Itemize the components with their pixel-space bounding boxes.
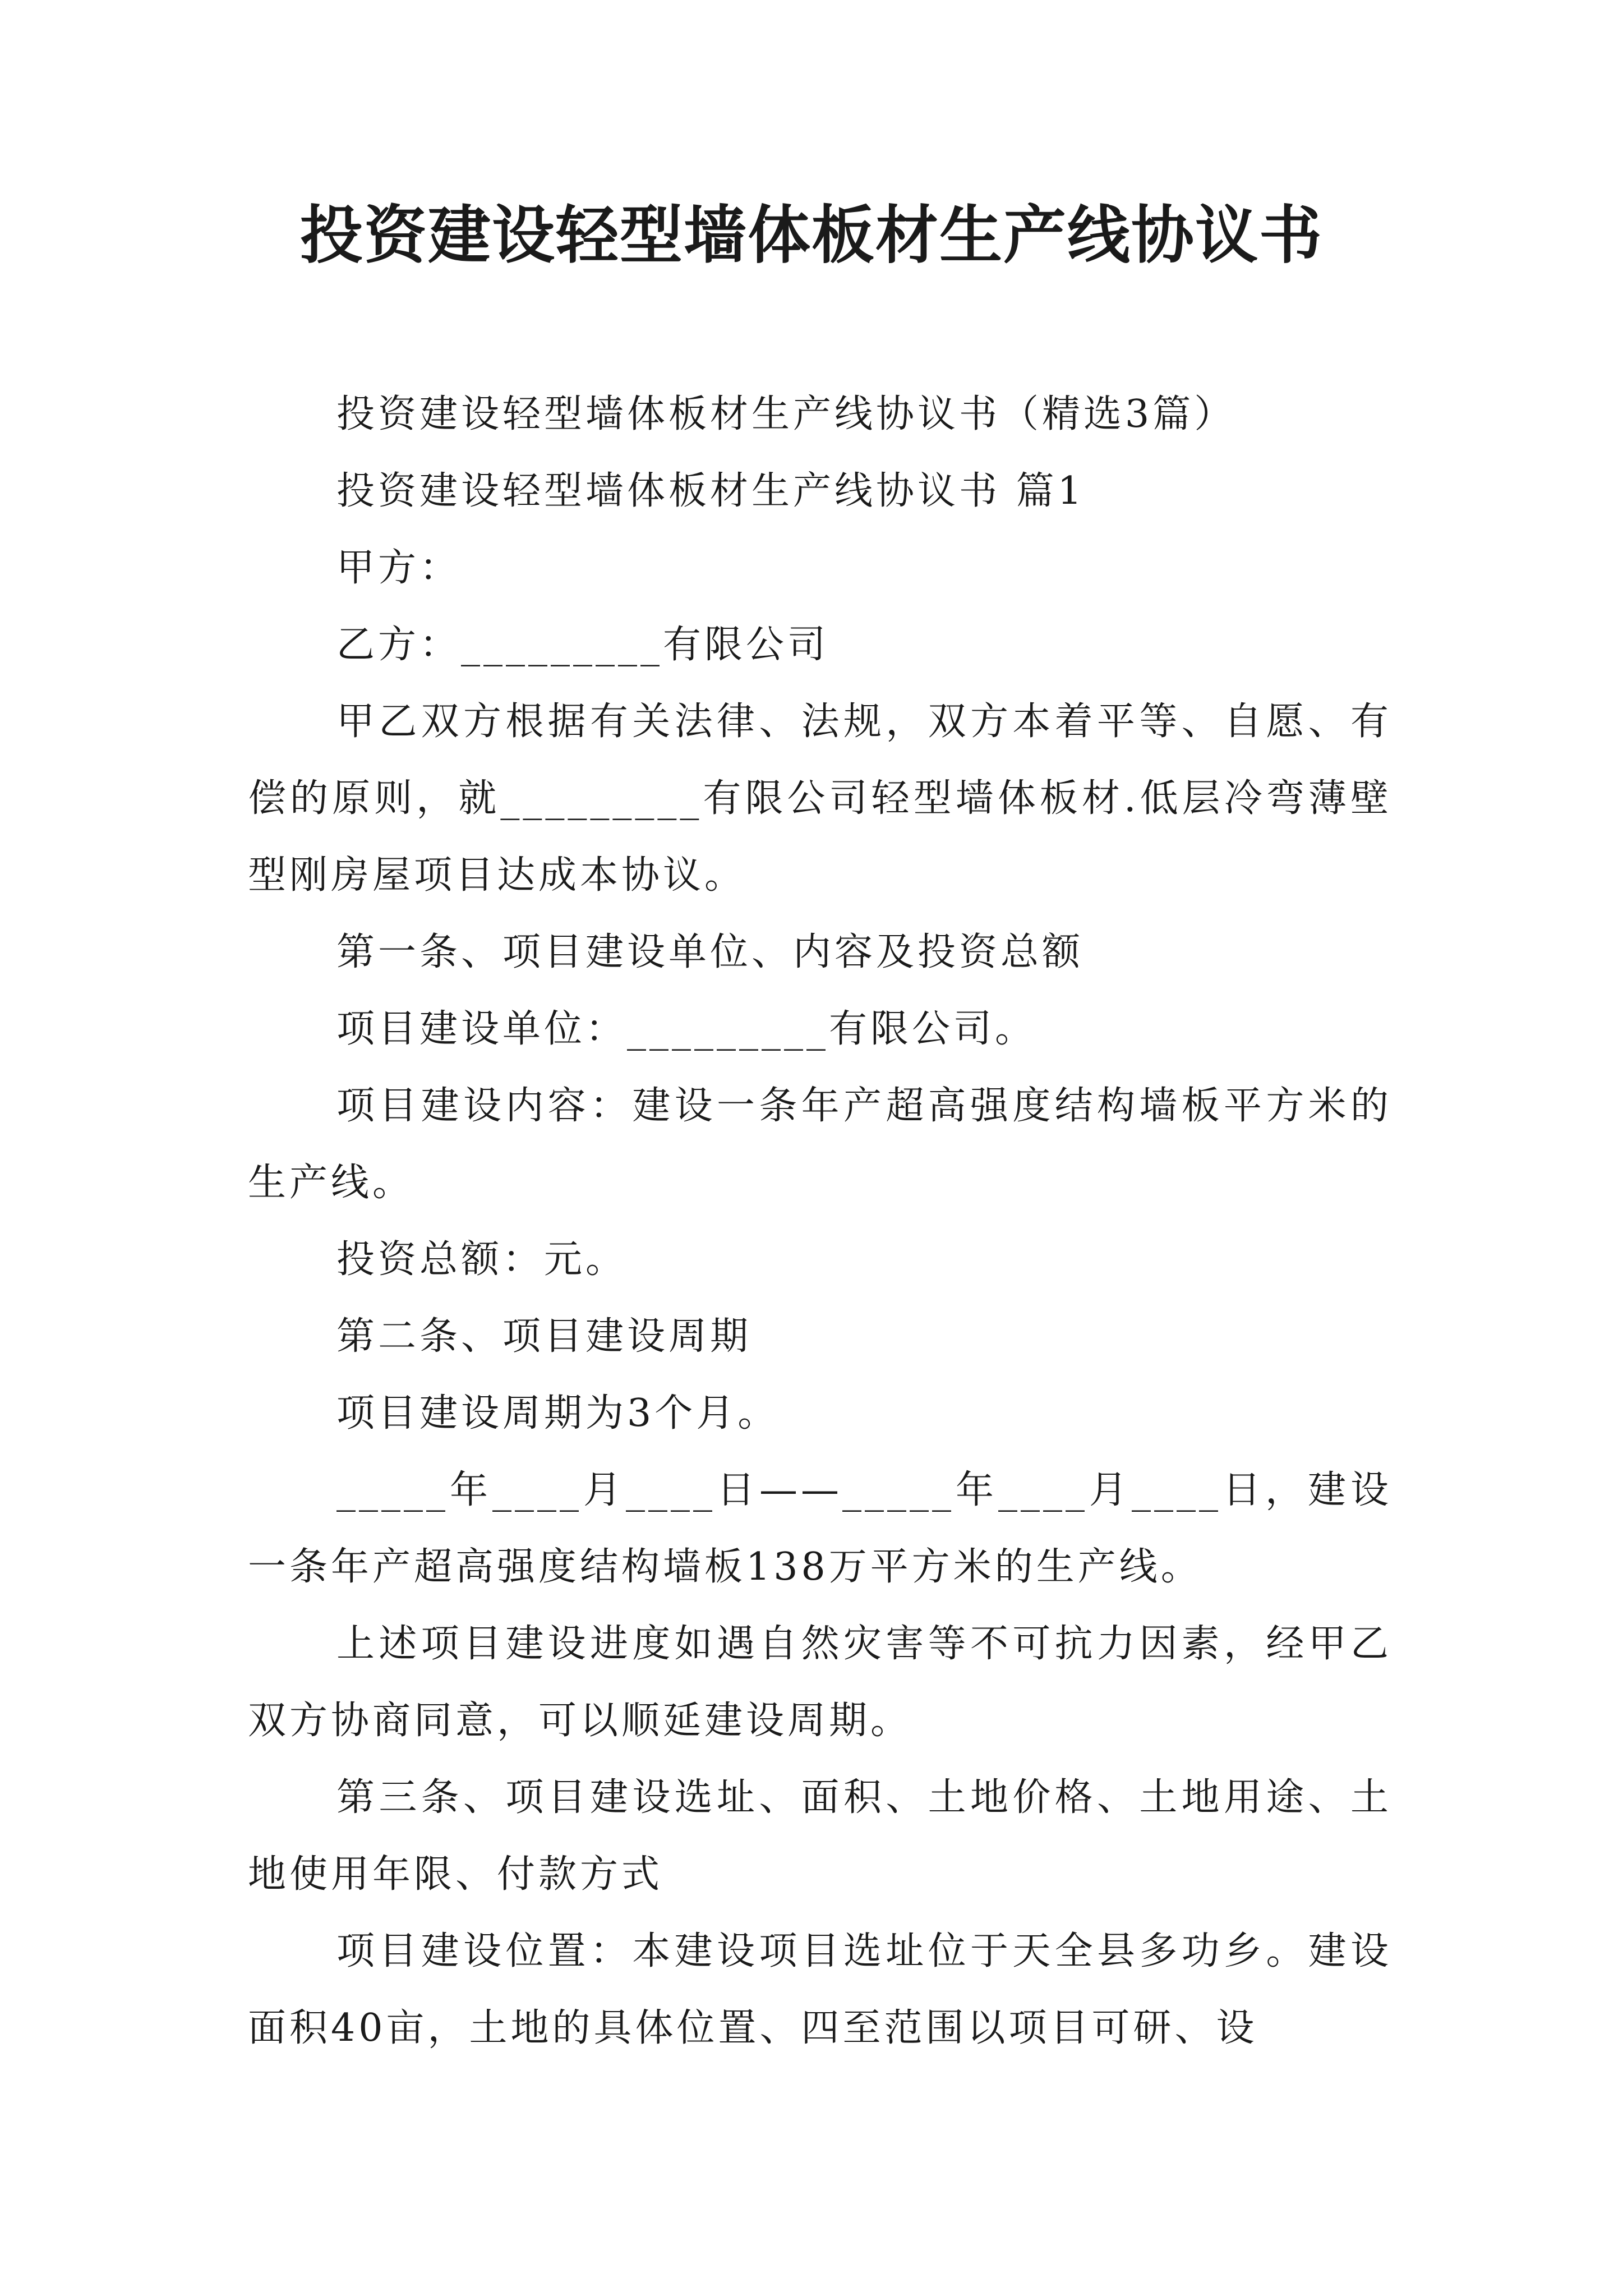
paragraph-construction-period: 项目建设周期为3个月。 — [336, 1391, 780, 1435]
document-title: 投资建设轻型墙体板材生产线协议书 — [300, 199, 1323, 272]
paragraph-total-investment: 投资总额：元。 — [336, 1237, 628, 1282]
paragraph-article-3-heading: 第三条、项目建设选址、面积、土地价格、土地用途、土地使用年限、付款方式 — [248, 1775, 1392, 1897]
paragraph-schedule-dates: _____年____月____日——_____年____月____日，建设一条年产超高强度结构墙板138万平方米的生产线。 — [248, 1468, 1392, 1589]
paragraph-preamble: 甲乙双方根据有关法律、法规，双方本着平等、自愿、有偿的原则，就_________有限公司轻型墙体板材.低层冷弯薄壁型刚房屋项目达成本协议。 — [248, 700, 1392, 898]
document-body — [248, 376, 1392, 2067]
paragraph-section-heading: 投资建设轻型墙体板材生产线协议书 篇1 — [336, 469, 1085, 513]
paragraph-construction-content: 项目建设内容：建设一条年产超高强度结构墙板平方米的生产线。 — [248, 1084, 1392, 1205]
paragraph-construction-unit: 项目建设单位：_________有限公司。 — [336, 1007, 1037, 1051]
paragraph-construction-location: 项目建设位置：本建设项目选址位于天全县多功乡。建设面积40亩，土地的具体位置、四至范围以项目可研、设 — [248, 1929, 1392, 2050]
paragraph-party-b: 乙方：_________有限公司 — [336, 623, 829, 667]
paragraph-subtitle: 投资建设轻型墙体板材生产线协议书（精选3篇） — [336, 392, 1236, 436]
paragraph-article-1-heading: 第一条、项目建设单位、内容及投资总额 — [336, 930, 1084, 974]
paragraph-article-2-heading: 第二条、项目建设周期 — [336, 1314, 752, 1359]
paragraph-force-majeure: 上述项目建设进度如遇自然灾害等不可抗力因素，经甲乙双方协商同意，可以顺延建设周期。 — [248, 1622, 1392, 1743]
paragraph-party-a: 甲方： — [336, 546, 462, 590]
